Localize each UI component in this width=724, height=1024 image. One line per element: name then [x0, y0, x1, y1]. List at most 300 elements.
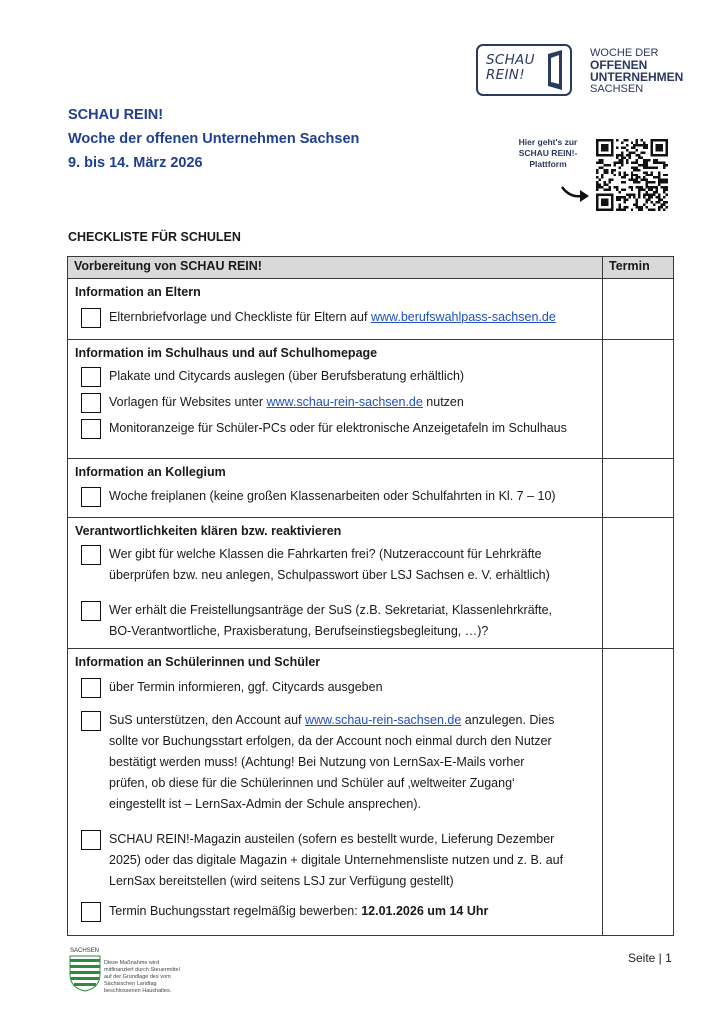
qr-module — [603, 154, 605, 156]
qr-module — [651, 171, 653, 173]
qr-module — [658, 209, 660, 211]
qr-module — [613, 186, 615, 188]
qr-module — [621, 156, 623, 158]
qr-module — [646, 199, 648, 201]
qr-module — [656, 161, 658, 163]
list-item: Monitoranzeige für Schüler-PCs oder für elektronische Anzeigetafeln im Schulhaus — [69, 418, 601, 439]
list-item: Vorlagen für Websites unter www.schau-rein-sachsen.de nutzen — [69, 392, 601, 413]
title-line-1: SCHAU REIN! — [68, 107, 164, 123]
qr-module — [638, 191, 640, 193]
qr-module — [601, 194, 603, 196]
qr-module — [611, 206, 613, 208]
list-item: Woche freiplanen (keine großen Klassenarbeiten oder Schulfahrten in Kl. 7 – 10) — [69, 486, 601, 507]
qr-module — [611, 141, 613, 143]
qr-module — [656, 176, 658, 178]
qr-module — [666, 194, 668, 196]
qr-module — [658, 154, 660, 156]
qr-module — [598, 139, 600, 141]
qr-module — [643, 166, 645, 168]
qr-module — [613, 169, 615, 171]
qr-module — [603, 171, 605, 173]
qr-module — [633, 169, 635, 171]
qr-module — [606, 171, 608, 173]
qr-module — [611, 194, 613, 196]
checkbox[interactable] — [81, 308, 101, 328]
qr-module — [623, 176, 625, 178]
qr-module — [618, 196, 620, 198]
qr-module — [618, 166, 620, 168]
qr-module — [658, 176, 660, 178]
qr-module — [653, 191, 655, 193]
qr-module — [646, 179, 648, 181]
qr-module — [638, 189, 640, 191]
qr-module — [611, 196, 613, 198]
funding-note: Diese Maßnahme wird mitfinanziert durch Steuermittel auf der Grundlage des vom Sächsischen Landtag beschlossenen Haushaltes. — [104, 960, 180, 994]
qr-module — [636, 169, 638, 171]
qr-module — [661, 149, 663, 151]
list-item: SuS unterstützen, den Account auf www.schau-rein-sachsen.de anzulegen. Dies sollte vor Buchungsstart erfolgen, da der Account noch einmal durch den Nutzer bestätigt werden muss! (Achtung! Bei Nutzung von LernSax-E-Mails vorher prüfen, ob diese für die Schülerinnen und Schüler auf ‚weltweiter Zugang‘ eingestellt ist – LernSax-Admin der Schule ansprechen). — [69, 710, 601, 815]
qr-module — [606, 194, 608, 196]
qr-module — [608, 189, 610, 191]
qr-module — [606, 189, 608, 191]
qr-module — [616, 189, 618, 191]
qr-module — [598, 209, 600, 211]
qr-module — [603, 209, 605, 211]
qr-module — [613, 174, 615, 176]
curved-arrow-icon — [560, 184, 590, 204]
qr-module — [601, 176, 603, 178]
qr-module — [643, 164, 645, 166]
qr-module — [633, 179, 635, 181]
checkbox[interactable] — [81, 487, 101, 507]
qr-module — [603, 164, 605, 166]
qr-module — [643, 196, 645, 198]
qr-module — [633, 146, 635, 148]
qr-module — [631, 209, 633, 211]
qr-module — [658, 171, 660, 173]
qr-module — [641, 189, 643, 191]
qr-module — [663, 161, 665, 163]
qr-module — [646, 144, 648, 146]
qr-module — [653, 154, 655, 156]
qr-module — [596, 186, 598, 188]
qr-module — [596, 181, 598, 183]
termin-cell[interactable] — [603, 649, 674, 936]
qr-module — [666, 206, 668, 208]
qr-module — [651, 154, 653, 156]
qr-module — [603, 139, 605, 141]
qr-module — [636, 176, 638, 178]
qr-module — [618, 209, 620, 211]
qr-module — [603, 146, 605, 148]
qr-module — [626, 159, 628, 161]
qr-module — [606, 201, 608, 203]
qr-module — [648, 189, 650, 191]
qr-module — [603, 194, 605, 196]
qr-module — [606, 199, 608, 201]
qr-module — [611, 204, 613, 206]
qr-module — [656, 166, 658, 168]
qr-module — [621, 151, 623, 153]
qr-module — [606, 139, 608, 141]
qr-module — [611, 139, 613, 141]
qr-module — [636, 141, 638, 143]
qr-module — [616, 199, 618, 201]
qr-module — [598, 186, 600, 188]
checkbox[interactable] — [81, 393, 101, 413]
qr-module — [638, 209, 640, 211]
checkbox[interactable] — [81, 902, 101, 922]
checkbox[interactable] — [81, 678, 101, 698]
qr-module — [628, 194, 630, 196]
qr-module — [611, 144, 613, 146]
qr-module — [603, 149, 605, 151]
qr-module — [646, 191, 648, 193]
qr-module — [613, 161, 615, 163]
qr-module — [643, 179, 645, 181]
qr-module — [648, 199, 650, 201]
qr-module — [653, 209, 655, 211]
qr-module — [651, 201, 653, 203]
qr-module — [643, 144, 645, 146]
qr-module — [616, 146, 618, 148]
qr-module — [631, 161, 633, 163]
qr-module — [611, 209, 613, 211]
qr-module — [646, 184, 648, 186]
checklist-table — [67, 256, 674, 936]
qr-module — [621, 164, 623, 166]
qr-module — [618, 204, 620, 206]
qr-module — [611, 201, 613, 203]
qr-module — [643, 161, 645, 163]
qr-module — [633, 144, 635, 146]
qr-module — [601, 209, 603, 211]
qr-module — [616, 139, 618, 141]
qr-module — [636, 204, 638, 206]
qr-module — [656, 196, 658, 198]
qr-module — [641, 156, 643, 158]
title-line-3: 9. bis 14. März 2026 — [68, 155, 203, 171]
list-item: Termin Buchungsstart regelmäßig bewerben: 12.01.2026 um 14 Uhr — [69, 901, 601, 922]
checkbox[interactable] — [81, 419, 101, 439]
qr-module — [596, 194, 598, 196]
termin-cell[interactable] — [603, 279, 674, 340]
column-header-preparation: Vorbereitung von SCHAU REIN! — [68, 257, 603, 279]
qr-module — [626, 139, 628, 141]
qr-module — [648, 196, 650, 198]
qr-module — [626, 161, 628, 163]
qr-module — [651, 144, 653, 146]
qr-module — [658, 199, 660, 201]
section-schulhaus — [68, 340, 674, 459]
qr-module — [651, 209, 653, 211]
qr-module — [656, 149, 658, 151]
qr-module — [653, 166, 655, 168]
qr-module — [646, 146, 648, 148]
qr-module — [633, 196, 635, 198]
qr-module — [626, 154, 628, 156]
qr-module — [631, 174, 633, 176]
qr-module — [621, 189, 623, 191]
qr-module — [606, 154, 608, 156]
qr-module — [598, 194, 600, 196]
qr-module — [661, 199, 663, 201]
qr-module — [618, 171, 620, 173]
list-item: Wer erhält die Freistellungsanträge der SuS (z.B. Sekretariat, Klassenlehrkräfte, BO-Verantwortliche, Praxisberatung, Berufseinstiegsbegleitung, …)? — [69, 600, 601, 642]
checklist-heading: CHECKLISTE FÜR SCHULEN — [68, 230, 241, 244]
qr-module — [661, 139, 663, 141]
qr-module — [618, 174, 620, 176]
qr-module — [663, 191, 665, 193]
qr-module — [641, 179, 643, 181]
qr-module — [596, 201, 598, 203]
qr-module — [621, 176, 623, 178]
qr-module — [608, 179, 610, 181]
qr-module — [608, 209, 610, 211]
qr-module — [618, 206, 620, 208]
section-title: Information an Kollegium — [75, 465, 226, 479]
qr-module — [636, 161, 638, 163]
qr-module — [603, 144, 605, 146]
qr-module — [661, 154, 663, 156]
qr-module — [623, 174, 625, 176]
qr-module — [608, 164, 610, 166]
link-schau-rein[interactable]: www.schau-rein-sachsen.de — [304, 713, 462, 727]
qr-module — [656, 189, 658, 191]
qr-module — [611, 154, 613, 156]
qr-module — [641, 151, 643, 153]
qr-module — [596, 176, 598, 178]
qr-module — [601, 201, 603, 203]
logo-text: SCHAU REIN! — [486, 52, 535, 83]
qr-module — [621, 196, 623, 198]
section-verantwortlichkeiten — [68, 518, 674, 649]
section-title: Information im Schulhaus und auf Schulhomepage — [75, 346, 378, 360]
qr-module — [656, 144, 658, 146]
qr-module — [616, 186, 618, 188]
qr-module — [656, 139, 658, 141]
qr-module — [638, 194, 640, 196]
qr-module — [643, 176, 645, 178]
qr-module — [661, 204, 663, 206]
qr-module — [596, 206, 598, 208]
qr-module — [651, 174, 653, 176]
qr-module — [666, 179, 668, 181]
qr-module — [611, 149, 613, 151]
qr-module — [596, 151, 598, 153]
qr-module — [606, 164, 608, 166]
checkbox[interactable] — [81, 711, 101, 731]
qr-module — [661, 181, 663, 183]
qr-module — [631, 179, 633, 181]
qr-module — [623, 146, 625, 148]
section-title: Information an Schülerinnen und Schüler — [75, 655, 321, 669]
qr-module — [628, 179, 630, 181]
qr-module — [631, 189, 633, 191]
list-item: SCHAU REIN!-Magazin austeilen (sofern es bestellt wurde, Lieferung Dezember 2025) oder das digitale Magazin + digitale Unternehmensliste nutzen und z. B. auf LernSax bereitstellen (wird seitens LSJ zur Verfügung gestellt) — [69, 829, 601, 892]
qr-module — [638, 176, 640, 178]
qr-module — [606, 144, 608, 146]
qr-module — [611, 169, 613, 171]
section-schueler — [68, 649, 674, 936]
qr-module — [623, 171, 625, 173]
qr-module — [658, 196, 660, 198]
qr-module — [663, 181, 665, 183]
qr-module — [641, 209, 643, 211]
qr-module — [653, 139, 655, 141]
qr-module — [661, 146, 663, 148]
qr-module — [648, 181, 650, 183]
termin-cell[interactable] — [603, 459, 674, 518]
qr-module — [653, 159, 655, 161]
qr-module — [658, 139, 660, 141]
qr-module — [636, 199, 638, 201]
qr-module — [636, 181, 638, 183]
qr-module — [646, 181, 648, 183]
qr-module — [666, 154, 668, 156]
qr-module — [633, 151, 635, 153]
qr-module — [601, 159, 603, 161]
qr-module — [636, 159, 638, 161]
qr-module — [598, 166, 600, 168]
qr-module — [643, 204, 645, 206]
qr-module — [643, 194, 645, 196]
qr-module — [636, 166, 638, 168]
qr-module — [651, 166, 653, 168]
qr-module — [643, 171, 645, 173]
termin-cell[interactable] — [603, 518, 674, 649]
qr-module — [633, 181, 635, 183]
qr-module — [663, 174, 665, 176]
link-berufswahlpass[interactable]: www.berufswahlpass-sachsen.de — [370, 310, 556, 324]
qr-module — [616, 161, 618, 163]
qr-module — [601, 139, 603, 141]
qr-module — [636, 179, 638, 181]
qr-module — [596, 149, 598, 151]
qr-module — [658, 144, 660, 146]
qr-module — [623, 156, 625, 158]
qr-module — [623, 181, 625, 183]
qr-module — [663, 204, 665, 206]
qr-module — [666, 181, 668, 183]
qr-module — [656, 201, 658, 203]
qr-module — [638, 154, 640, 156]
qr-module — [628, 196, 630, 198]
qr-module — [616, 156, 618, 158]
qr-module — [626, 149, 628, 151]
qr-module — [596, 141, 598, 143]
qr-module — [623, 189, 625, 191]
qr-module — [643, 141, 645, 143]
qr-module — [616, 209, 618, 211]
qr-module — [621, 161, 623, 163]
qr-module — [646, 174, 648, 176]
qr-module — [633, 161, 635, 163]
qr-module — [596, 171, 598, 173]
qr-module — [636, 186, 638, 188]
qr-module — [658, 194, 660, 196]
qr-module — [596, 161, 598, 163]
schau-rein-logo — [476, 44, 572, 96]
qr-module — [606, 204, 608, 206]
qr-module — [646, 194, 648, 196]
checkbox[interactable] — [81, 830, 101, 850]
qr-module — [661, 161, 663, 163]
qr-module — [596, 154, 598, 156]
checkbox[interactable] — [81, 601, 101, 621]
qr-module — [603, 184, 605, 186]
qr-module — [626, 206, 628, 208]
qr-module — [618, 199, 620, 201]
qr-module — [651, 141, 653, 143]
qr-module — [623, 201, 625, 203]
qr-module — [641, 186, 643, 188]
qr-module — [658, 206, 660, 208]
qr-module — [656, 186, 658, 188]
qr-module — [611, 179, 613, 181]
qr-module — [638, 164, 640, 166]
qr-module — [646, 171, 648, 173]
qr-module — [601, 174, 603, 176]
qr-module — [636, 154, 638, 156]
qr-module — [631, 171, 633, 173]
qr-module — [601, 154, 603, 156]
qr-code-icon[interactable] — [596, 139, 668, 211]
qr-module — [641, 144, 643, 146]
qr-module — [663, 164, 665, 166]
qr-module — [603, 204, 605, 206]
qr-module — [658, 161, 660, 163]
link-schau-rein[interactable]: www.schau-rein-sachsen.de — [266, 395, 423, 409]
qr-module — [633, 194, 635, 196]
qr-module — [656, 159, 658, 161]
door-icon — [546, 50, 564, 90]
qr-module — [596, 209, 598, 211]
qr-module — [646, 186, 648, 188]
termin-cell[interactable] — [603, 340, 674, 459]
qr-module — [631, 186, 633, 188]
list-item: Elternbriefvorlage und Checkliste für Eltern auf www.berufswahlpass-sachsen.de — [69, 307, 601, 328]
qr-module — [618, 154, 620, 156]
qr-module — [623, 206, 625, 208]
qr-module — [648, 194, 650, 196]
qr-module — [666, 201, 668, 203]
qr-module — [626, 199, 628, 201]
qr-module — [626, 194, 628, 196]
qr-module — [603, 201, 605, 203]
qr-module — [621, 146, 623, 148]
qr-module — [611, 171, 613, 173]
checkbox[interactable] — [81, 545, 101, 565]
qr-module — [661, 206, 663, 208]
qr-module — [601, 144, 603, 146]
qr-module — [653, 161, 655, 163]
qr-module — [601, 204, 603, 206]
checkbox[interactable] — [81, 367, 101, 387]
qr-module — [631, 176, 633, 178]
qr-module — [651, 151, 653, 153]
qr-module — [663, 196, 665, 198]
qr-module — [628, 186, 630, 188]
document-title — [68, 103, 359, 175]
qr-module — [603, 199, 605, 201]
qr-module — [606, 149, 608, 151]
qr-module — [623, 139, 625, 141]
section-eltern — [68, 279, 674, 340]
qr-module — [646, 164, 648, 166]
section-title: Information an Eltern — [75, 285, 201, 299]
qr-module — [613, 164, 615, 166]
